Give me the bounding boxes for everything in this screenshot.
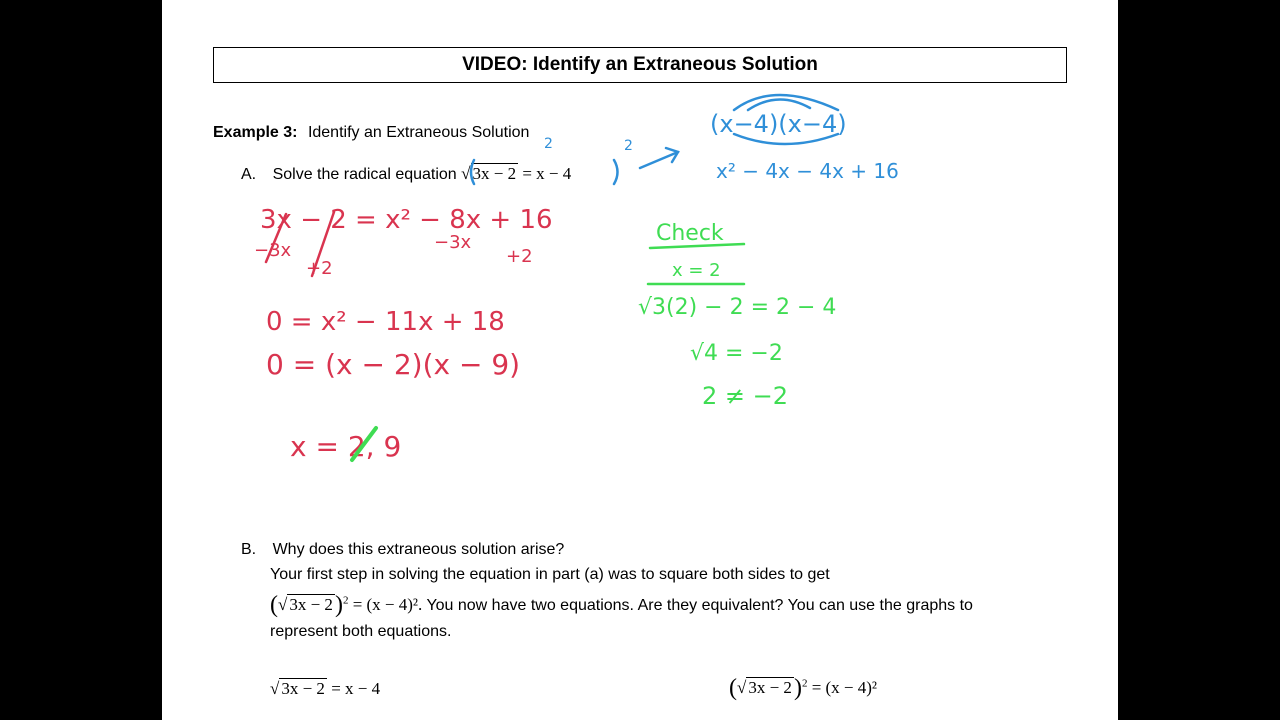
red-add-left: +2 — [306, 258, 333, 279]
red-line2: 0 = x² − 11x + 18 — [266, 307, 505, 337]
green-check — [638, 221, 836, 410]
inline-rhs: = (x − 4)². — [352, 595, 423, 614]
square-mark-2: 2 — [624, 138, 633, 154]
arrow-shaft — [640, 152, 678, 168]
part-b-letter: B. — [241, 541, 257, 558]
green-cross-out — [352, 428, 376, 460]
part-a-radicand: 3x − 2 — [472, 164, 517, 183]
check-step3: 2 ≠ −2 — [702, 382, 789, 410]
red-cancel-marks — [266, 212, 334, 276]
arrow-head — [666, 148, 678, 162]
part-b-line2-text: You now have two equations. Are they equivalent? You can use the graphs to — [426, 597, 973, 614]
inline-radicand: 3x − 2 — [289, 595, 333, 614]
square-mark-1: 2 — [544, 136, 553, 152]
eq-right-rhs: = (x − 4)² — [811, 678, 878, 697]
part-b-inline-equation: (√ 3x − 2)$^2$ = (x − 4)². — [270, 592, 423, 618]
foil-arc-inner — [748, 99, 810, 110]
check-step1: √3(2) − 2 = 2 − 4 — [638, 295, 837, 320]
red-line1: 3x − 2 = x² − 8x + 16 — [260, 205, 553, 235]
example-title: Identify an Extraneous Solution — [307, 124, 530, 141]
title-box — [213, 47, 1067, 83]
check-underline — [650, 244, 744, 248]
part-a-rhs: = x − 4 — [522, 164, 572, 183]
part-a-prompt: Solve the radical equation — [272, 166, 457, 183]
foil-arc-outer — [734, 95, 838, 110]
equation-right: (√ 3x − 2)$^2$ = (x − 4)² — [729, 675, 878, 701]
part-a-equation: √ 3x − 2 = x − 4 — [461, 164, 572, 183]
red-line3: 0 = (x − 2)(x − 9) — [266, 348, 521, 381]
part-b-line3: represent both equations. — [270, 623, 452, 640]
red-add-right: +2 — [506, 246, 533, 267]
expansion-line: x² − 4x − 4x + 16 — [716, 159, 899, 183]
eq-left-rhs: = x − 4 — [331, 679, 381, 698]
eq-right-radicand: 3x − 2 — [748, 678, 792, 697]
blue-text — [544, 110, 899, 183]
page-title: VIDEO: Identify an Extraneous Solution — [462, 54, 818, 75]
foil-line: (x−4)(x−4) — [710, 110, 847, 138]
example-heading — [213, 124, 529, 142]
red-work — [254, 205, 553, 463]
worksheet-page — [162, 0, 1118, 720]
red-sub-left: −3x — [254, 240, 292, 261]
right-square-paren — [614, 160, 618, 184]
eq-left-radicand: 3x − 2 — [281, 679, 325, 698]
part-b-question-line — [241, 541, 564, 559]
part-b-line1: Your first step in solving the equation in part (a) was to square both sides to get — [270, 566, 830, 583]
example-label: Example 3: — [213, 124, 298, 141]
foil-arc-low — [734, 134, 838, 144]
part-a-line — [241, 164, 571, 184]
red-solutions: x = 2, 9 — [290, 430, 402, 463]
cancel-2 — [312, 212, 334, 276]
check-step2: √4 = −2 — [690, 341, 783, 366]
part-a-letter: A. — [241, 166, 257, 183]
equation-left: √ 3x − 2 = x − 4 — [270, 679, 381, 698]
cancel-x — [266, 214, 286, 262]
red-sub-mid: −3x — [434, 232, 472, 253]
part-b-question: Why does this extraneous solution arise? — [272, 541, 565, 558]
green-lines — [648, 244, 744, 284]
check-x-value: x = 2 — [672, 260, 721, 281]
check-label: Check — [656, 221, 724, 246]
part-b-line2 — [270, 592, 973, 619]
